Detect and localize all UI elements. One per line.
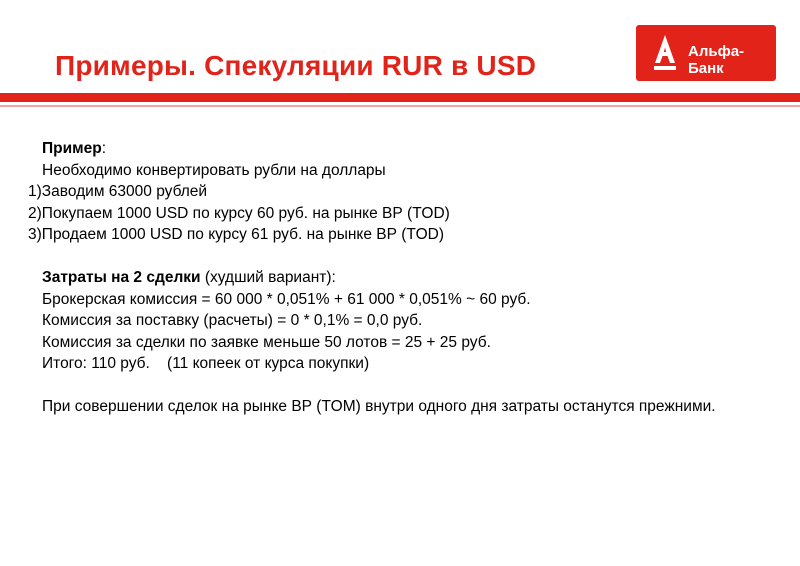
- spacer: [28, 246, 768, 268]
- costs-heading: Затраты на 2 сделки: [42, 269, 201, 286]
- cost-line: Комиссия за сделки по заявке меньше 50 лотов = 25 + 25 руб.: [42, 333, 491, 351]
- cost-line: Брокерская комиссия = 60 000 * 0,051% + 61 000 * 0,051% ~ 60 руб.: [42, 290, 531, 308]
- header-divider-thin: [0, 105, 800, 107]
- list-item: [28, 203, 768, 225]
- alfa-bank-logo: [636, 25, 776, 81]
- costs-heading-suffix: (худший вариант):: [200, 269, 336, 286]
- slide-body: [28, 138, 768, 418]
- cost-total: Итого: 110 руб. (11 копеек от курса покупки): [42, 355, 370, 372]
- example-heading-line: [28, 138, 768, 160]
- costs-heading-line: [28, 267, 768, 289]
- list-item-text: Продаем 1000 USD по курсу 61 руб. на рынке ВР (TOD): [41, 226, 445, 243]
- list-number: 2): [28, 204, 42, 222]
- example-intro: Необходимо конвертировать рубли на доллары: [42, 161, 386, 179]
- alfa-a-icon: [646, 31, 684, 75]
- spacer: [28, 375, 768, 397]
- list-number: 3): [28, 226, 42, 243]
- note-text: При совершении сделок на рынке ВР (TOM) внутри одного дня затраты останутся прежними.: [42, 398, 716, 415]
- list-item-text: Покупаем 1000 USD по курсу 60 руб. на рынке ВР (TOD): [41, 204, 450, 222]
- page-title: Примеры. Спекуляции RUR в USD: [55, 50, 537, 81]
- header-divider: [0, 93, 800, 102]
- example-heading: Пример: [42, 140, 102, 157]
- list-number: 1): [28, 183, 42, 200]
- list-item: [28, 224, 768, 246]
- list-item: [28, 181, 768, 203]
- logo-text: Альфа-Банк: [688, 43, 745, 77]
- list-item-text: Заводим 63000 рублей: [41, 183, 208, 200]
- example-heading-suffix: :: [101, 140, 107, 157]
- cost-line: Комиссия за поставку (расчеты) = 0 * 0,1% = 0,0 руб.: [42, 312, 423, 329]
